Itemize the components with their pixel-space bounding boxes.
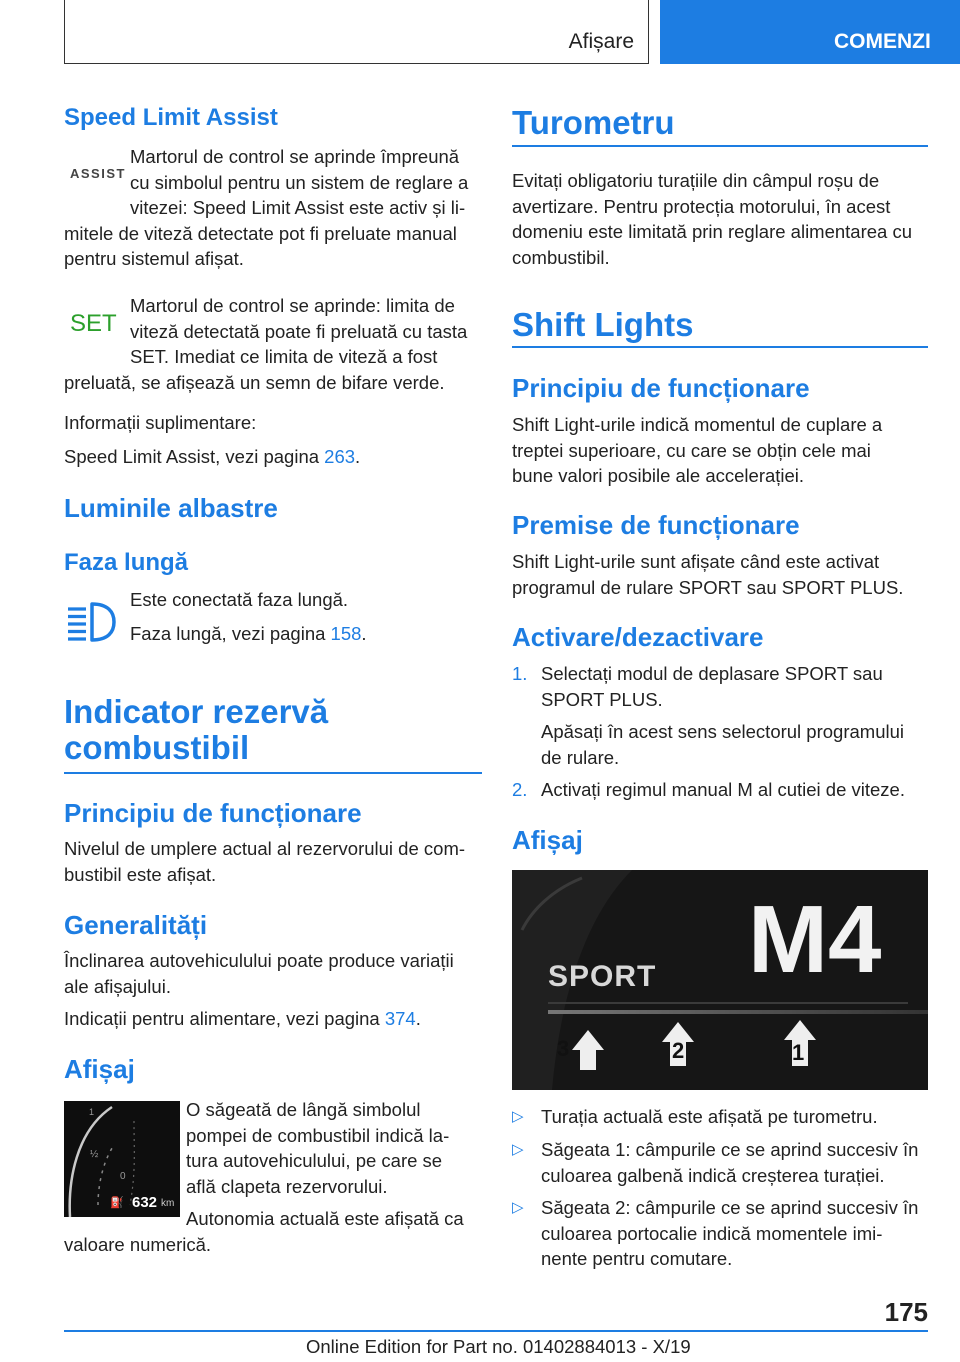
tachometer-text: domeniu este limitată prin reglare alimentarea cu	[512, 221, 913, 242]
bullet-icon: ▷	[512, 1108, 524, 1125]
bullet-icon: ▷	[512, 1199, 524, 1216]
heading-rule	[64, 772, 482, 774]
bullet-text: Săgeata 2: câmpurile ce se aprind succesiv în	[541, 1197, 919, 1218]
fuel-display-text: O săgeată de lângă simbolul	[186, 1099, 421, 1120]
footer-rule	[64, 1330, 928, 1332]
general-text: ale afișajului.	[64, 975, 171, 997]
arrow-label-1: 1	[792, 1040, 805, 1065]
blue-lights-heading: Luminile albastre	[64, 493, 278, 523]
bullet-text: Turația actuală este afișată pe turometru.	[541, 1106, 878, 1127]
step-number: 2.	[512, 779, 528, 800]
general-text: Înclinarea autovehiculului poate produce variații	[64, 950, 454, 971]
fuel-pump-icon: ⛽	[110, 1197, 124, 1209]
sla-text-line: cu simbolul pentru un sistem de reglare a	[130, 171, 469, 193]
step-number: 1.	[512, 663, 528, 684]
step-1-text: Apăsați în acest sens selectorul programului	[541, 721, 904, 742]
fuel-reserve-heading-line1: Indicator rezervă	[64, 693, 329, 730]
sla-text-line: mitele de viteză detectate pot fi preluate manual	[64, 222, 457, 244]
refuel-reference: Indicații pentru alimentare, vezi pagina 374.	[64, 1008, 421, 1029]
edition-footer: Online Edition for Part no. 01402884013 - X/19	[306, 1336, 691, 1357]
step-2-text: Activați regimul manual M al cutiei de viteze.	[541, 779, 905, 800]
tab-label-controls: COMENZI	[834, 30, 931, 53]
premise-text: Shift Light-urile sunt afișate când este activat	[512, 551, 880, 572]
shift-lights-image	[512, 870, 928, 1090]
shift-principle-text: Shift Light-urile indică momentul de cuplare a	[512, 414, 883, 435]
set-text-line: viteză detectată poate fi preluată cu tasta	[130, 320, 468, 342]
assist-indicator-icon: ASSIST	[70, 166, 126, 181]
heading-rule	[512, 346, 928, 348]
fuel-display-text: valoare numerică.	[64, 1233, 212, 1255]
step-1-text: de rulare.	[541, 746, 620, 768]
fuel-display-text: pompei de combustibil indică la-	[186, 1124, 450, 1146]
fuel-principle-text: Nivelul de umplere actual al rezervorului de com-	[64, 838, 466, 859]
fuel-principle-text: bustibil este afișat.	[64, 863, 217, 885]
page-link-158[interactable]: 158	[330, 623, 362, 644]
tachometer-text: avertizare. Pentru protecția motorului, în acest	[512, 195, 891, 217]
range-value: 632	[132, 1194, 158, 1211]
shift-principle-text: bune valori posibile ale accelerației.	[512, 465, 805, 486]
fuel-display-text: Autonomia actuală este afișată ca	[186, 1208, 464, 1229]
arrow-label-3: 3	[557, 1036, 570, 1061]
set-indicator-icon: SET	[70, 310, 117, 337]
tachometer-text: Evitați obligatoriu turațiile din câmpul roșu de	[512, 170, 880, 191]
premise-heading: Premise de funcționare	[512, 510, 800, 540]
sport-mode-label: SPORT	[548, 960, 657, 993]
page-number: 175	[884, 1297, 928, 1327]
high-beam-icon	[64, 600, 120, 644]
tab-label-display: Afișare	[568, 30, 634, 53]
bullet-text: culoarea portocalie indică momentele imi-	[541, 1222, 883, 1244]
heading-rule	[512, 145, 928, 147]
premise-text: programul de rulare SPORT sau SPORT PLUS.	[512, 576, 904, 598]
bullet-text: Săgeata 1: câmpurile ce se aprind succesiv în	[541, 1139, 919, 1160]
fuel-display-text: tura autovehiculului, pe care se	[186, 1150, 443, 1171]
set-text-line: preluată, se afișează un semn de bifare verde.	[64, 371, 445, 393]
gauge-tick-label: ½	[90, 1149, 99, 1160]
range-unit: km	[161, 1198, 175, 1209]
info-reference: Speed Limit Assist, vezi pagina 263.	[64, 446, 361, 467]
bullet-text: culoarea galbenă indică creșterea turației.	[541, 1164, 885, 1186]
gear-indicator: M4	[748, 886, 882, 993]
tachometer-text: combustibil.	[512, 246, 610, 268]
section-tab-controls	[660, 0, 960, 64]
shift-display-heading: Afișaj	[512, 825, 583, 855]
info-label: Informații suplimentare:	[64, 412, 257, 433]
high-beam-heading: Faza lungă	[64, 549, 189, 576]
set-text-line: Martorul de control se aprinde: limita de	[130, 295, 455, 316]
arrow-label-2: 2	[672, 1038, 685, 1063]
shift-principle-text: treptei superioare, cu care se obțin cele mai	[512, 439, 871, 461]
high-beam-reference: Faza lungă, vezi pagina 158.	[130, 623, 367, 644]
tachometer-heading: Turometru	[512, 104, 675, 141]
sla-text-line: pentru sistemul afișat.	[64, 248, 244, 269]
step-1-text: Selectați modul de deplasare SPORT sau	[541, 663, 883, 684]
sla-text-line: vitezei: Speed Limit Assist este activ și li-	[130, 197, 466, 218]
step-1-text: SPORT PLUS.	[541, 688, 663, 710]
page-link-263[interactable]: 263	[324, 446, 356, 467]
fuel-display-heading: Afișaj	[64, 1054, 135, 1084]
fuel-principle-heading: Principiu de funcționare	[64, 798, 362, 828]
speed-limit-assist-heading: Speed Limit Assist	[64, 104, 278, 131]
page-link-374[interactable]: 374	[384, 1008, 416, 1029]
high-beam-text: Este conectată faza lungă.	[130, 589, 349, 610]
gauge-tick-label: 1	[89, 1107, 95, 1117]
section-tab-display	[64, 0, 649, 64]
fuel-display-text: află clapeta rezervorului.	[186, 1175, 388, 1197]
fuel-reserve-heading-line2: combustibil	[64, 729, 250, 766]
shift-lights-heading: Shift Lights	[512, 306, 694, 343]
sla-text-line: Martorul de control se aprinde împreună	[130, 146, 460, 167]
bullet-text: nente pentru comutare.	[541, 1248, 733, 1269]
shift-principle-heading: Principiu de funcționare	[512, 373, 810, 403]
bullet-icon: ▷	[512, 1141, 524, 1158]
activation-heading: Activare/dezactivare	[512, 622, 764, 652]
gauge-tick-label: 0	[120, 1171, 126, 1182]
general-heading: Generalități	[64, 910, 208, 940]
fuel-gauge-image	[64, 1101, 180, 1217]
set-text-line: SET. Imediat ce limita de viteză a fost	[130, 346, 438, 367]
